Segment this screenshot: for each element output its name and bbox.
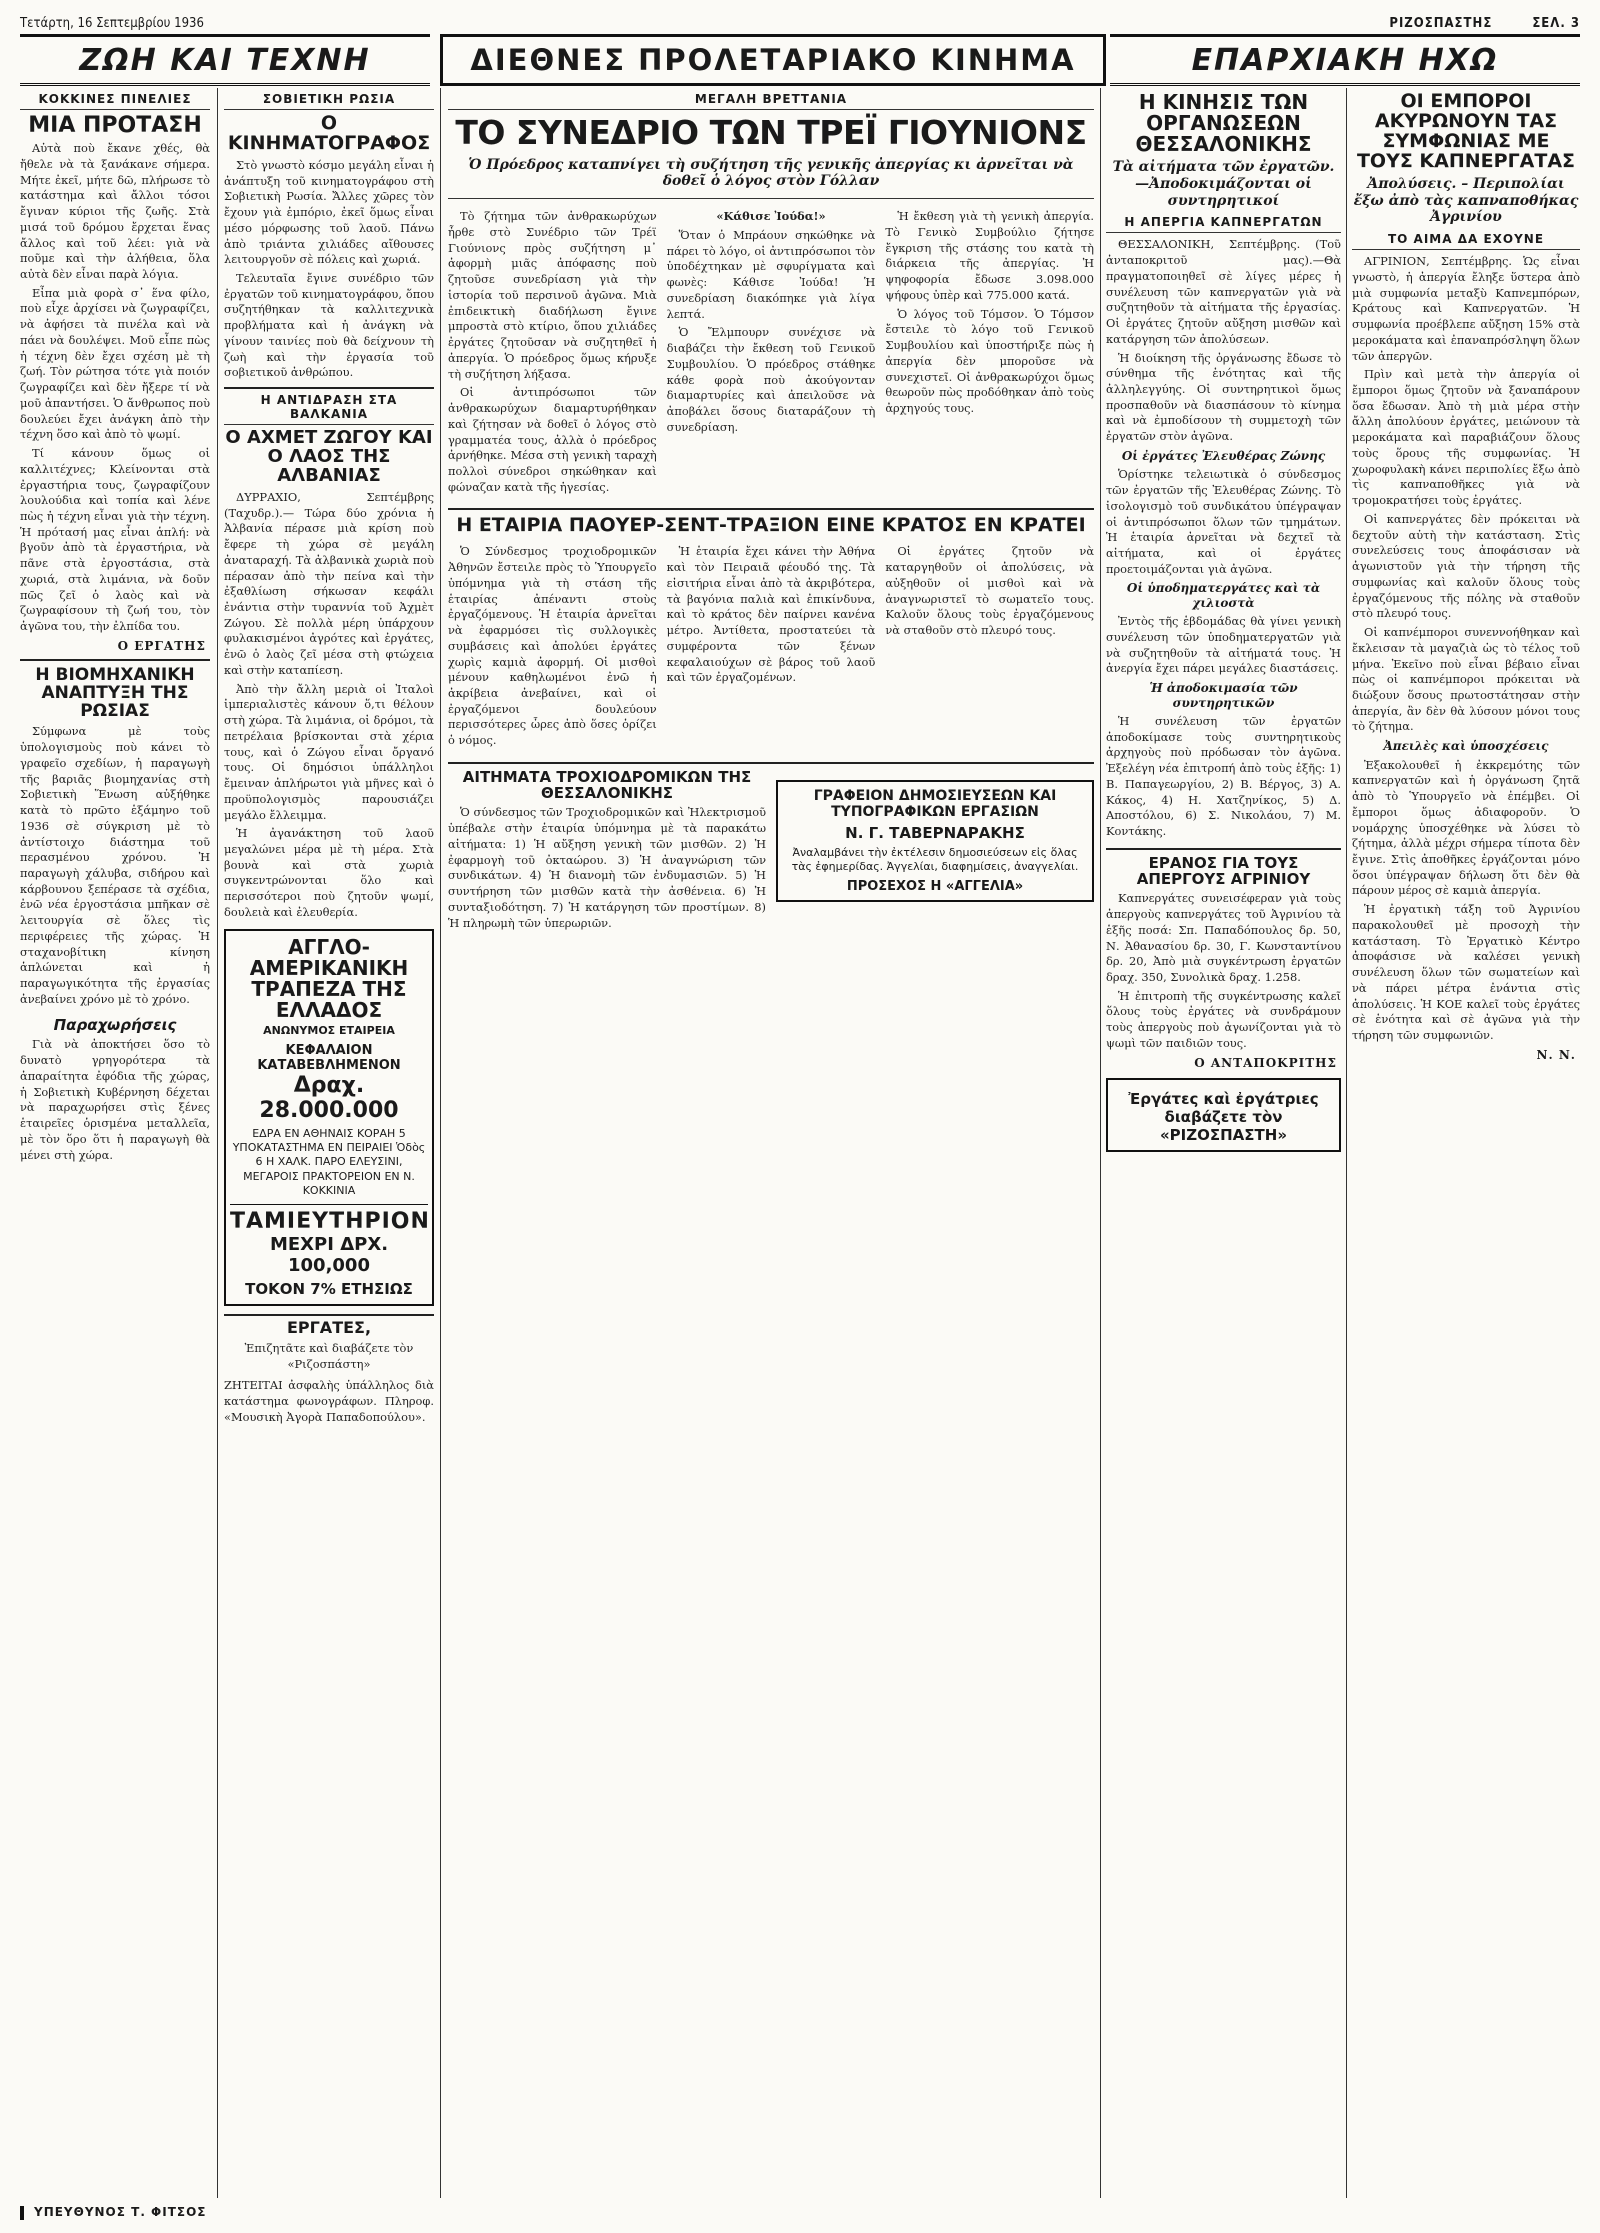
article-body: Στὸ γνωστὸ κόσμο μεγάλη εἶναι ἡ ἀνάπτυξη τοῦ κινηματογράφου στὴ Σοβιετικὴ Ρωσία. Ἄλλες χῶρες τὸν ἔχουν γιὰ ἐμπόριο, ἐκεῖ ὅμως εἶναι μέσο μόρφωσης τοῦ λαοῦ. Πάνω ἀπὸ τριάντα χιλιάδες αἴθουσες λειτουργοῦν σὲ πόλεις καὶ χωριά. Τελευταῖα ἔγινε συνέδριο τῶν ἐργατῶν τοῦ κινηματογράφου, ὅπου συζητήθηκαν τὰ καλλιτεχνικὰ προβλήματα καὶ ἡ ἀνάγκη νὰ γίνουν ταινίες ποὺ θὰ δείχνουν τὴ ζωὴ καὶ τὴν ἐργασία τοῦ σοβιετικοῦ ἀνθρώπου.: [224, 157, 434, 380]
issue-date: Τετάρτη, 16 Σεπτεμβρίου 1936: [20, 16, 204, 31]
main-headline: ΤΟ ΣΥΝΕΔΡΙΟ ΤΩΝ ΤΡΕΪ ΓΙΟΥΝΙΟΝΣ: [455, 113, 1087, 152]
article-body: Σύμφωνα μὲ τοὺς ὑπολογισμοὺς ποὺ κάνει τὸ γραφεῖο σχεδίων, ἡ παραγωγὴ τῆς βαριᾶς βιομηχανίας στὴ Σοβιετικὴ Ἕνωση αὐξήθηκε κατὰ τὸ πρῶτο ἑξάμηνο τοῦ 1936 σὲ σύγκριση μὲ τὸ ἀντίστοιχο διάστημα τοῦ περασμένου χρόνου. Ἡ παραγωγὴ χάλυβα, σιδήρου καὶ κάρβουνου ξεπέρασε τὰ σχέδια, ἐνῶ νέα ἐργοστάσια μπῆκαν σὲ λειτουργία σὲ ὅλες τὶς περιφέρειες τῆς χώρας. Ἡ σταχανοβίτικη κίνηση ἁπλώνεται καὶ ἡ παραγωγικότητα τῆς ἐργασίας ἀνεβαίνει χρόνο μὲ τὸ χρόνο.: [20, 724, 210, 1006]
section-header-international: ΔΙΕΘΝΕΣ ΠΡΟΛΕΤΑΡΙΑΚΟ ΚΙΝΗΜΑ: [440, 34, 1106, 86]
responsible-editor: ΥΠΕΥΘΥΝΟΣ Τ. ΦΙΤΣΟΣ: [34, 2205, 207, 2219]
article-title: Ο ΚΙΝΗΜΑΤΟΓΡΑΦΟΣ: [227, 112, 431, 154]
column-rule: [440, 88, 441, 2198]
print-shop-advertisement: ΓΡΑΦΕΙΟΝ ΔΗΜΟΣΙΕΥΣΕΩΝ ΚΑΙ ΤΥΠΟΓΡΑΦΙΚΩΝ ΕΡΓΑΣΙΩΝ Ν. Γ. ΤΑΒΕΡΝΑΡΑΚΗΣ Ἀναλαμβάνει τὴν ἐκτέλεσιν δημοσιεύσεων εἰς ὅλας τὰς ἐφημερίδας. Ἀγγελίαι, διαφημίσεις, ἀναγγελίαι. ΠΡΟΣΕΧΟΣ Η «ΑΓΓΕΛΙΑ»: [776, 780, 1094, 902]
article-body: ΘΕΣΣΑΛΟΝΙΚΗ, Σεπτέμβρης. (Τοῦ ἀνταποκριτοῦ μας).—Θὰ πραγματοποιηθεῖ σὲ λίγες μέρες ἡ συνέλευση τῶν καπνεργατῶν γιὰ νὰ συζητηθοῦν τὰ αἰτήματα τῆς ἐργασίας. Οἱ ἐργάτες ζητοῦν αὔξηση μισθῶν καὶ κατάργηση τῶν ἀπολύσεων. Ἡ διοίκηση τῆς ὀργάνωσης ἔδωσε τὸ σύνθημα τῆς ἑνότητας καὶ τῆς ἀλληλεγγύης. Οἱ συντηρητικοὶ ὅμως προσπαθοῦν νὰ διασπάσουν τὸ κίνημα καὶ νὰ ἐμποδίσουν τὴ συμμετοχὴ τῶν ἐργατῶν στὸν ἀγῶνα.: [1106, 237, 1341, 444]
section-subtitle: Οἱ ἐργάτες Ἐλευθέρας Ζώνης: [1121, 448, 1326, 463]
kicker: ΣΟΒΙΕΤΙΚΗ ΡΩΣΙΑ: [224, 92, 434, 110]
article-body: ΑΓΡΙΝΙΟΝ, Σεπτέμβρης. Ὡς εἶναι γνωστὸ, ἡ ἀπεργία ἔληξε ὕστερα ἀπὸ μιὰ συμφωνία μεταξὺ Καπνεμπόρων, Κράτους καὶ Καπνεργατῶν. Ἡ συμφωνία προέβλεπε αὔξηση 15% στὰ μεροκάματα καὶ ἐπαναπρόσληψη ὅλων τῶν ἀπεργῶν. Πρὶν καὶ μετὰ τὴν ἀπεργία οἱ ἔμποροι ὅμως ζητοῦν νὰ ξαναπάρουν ὅσα ἔδωσαν. Ἀπὸ τὴ μιὰ μέρα στὴν ἄλλη ἀπολύουν ἐργάτες, μειώνουν τὰ μεροκάματα καὶ παραβιάζουν ὅλους τοὺς ὅρους τῆς συμφωνίας. Ἡ χωροφυλακὴ κάνει περιπολίες ἔξω ἀπὸ τὶς καπναποθῆκες γιὰ νὰ τρομοκρατήσει τοὺς ἐργάτες. Οἱ καπνεργάτες δὲν πρόκειται νὰ δεχτοῦν αὐτὴ τὴν κατάσταση. Στὶς συνελεύσεις τους ἀποφάσισαν νὰ ἀγωνιστοῦν γιὰ τὴν τήρηση τῆς συμφωνίας καὶ καλοῦν ὅλους τοὺς ἐργαζόμενους τῆς πόλης νὰ σταθοῦν στὸ πλευρό τους. Οἱ καπνέμποροι συνεννοήθηκαν καὶ ἔκλεισαν τὰ μαγαζιὰ ὡς τὸ τέλος τοῦ μήνα. Ἐκεῖνο ποὺ εἶναι βέβαιο εἶναι πὼς οἱ καπνέμποροι πρόκειται νὰ διώξουν ὅσους πρωτοστάτησαν στὴν ἀπεργία, ἂν δὲν θὰ λύσουν μόνοι τους τὸ ζήτημα.: [1352, 254, 1580, 734]
top-line: [20, 14, 1580, 36]
column-agrinio: [1352, 92, 1580, 2197]
quote: «Κάθισε Ἰούδα!»: [716, 209, 826, 224]
article-body: Ἐντὸς τῆς ἑβδομάδας θὰ γίνει γενικὴ συνέλευση τῶν ὑποδηματεργατῶν γιὰ νὰ συζητηθοῦν τὰ αἰτήματά τους. Ἡ ἀνεργία ἔχει πάρει μεγάλες διαστάσεις.: [1106, 614, 1341, 676]
article-title: ΟΙ ΕΜΠΟΡΟΙ ΑΚΥΡΩΝΟΥΝ ΤΑΣ ΣΥΜΦΩΝΙΑΣ ΜΕ ΤΟΥΣ ΚΑΠΝΕΡΓΑΤΑΣ: [1356, 92, 1576, 172]
section-header-life-art: ΖΩΗ ΚΑΙ ΤΕΧΝΗ: [20, 34, 430, 86]
article-title: ΕΡΑΝΟΣ ΓΙΑ ΤΟΥΣ ΑΠΕΡΓΟΥΣ ΑΓΡΙΝΙΟΥ: [1136, 853, 1311, 888]
article-body: ΔΥΡΡΑΧΙΟ, Σεπτέμβρης (Ταχυδρ.).— Τώρα δύο χρόνια ἡ Ἀλβανία πέρασε μιὰ κρίση ποὺ ἔφερε τὴ χώρα σὲ μεγάλη ἀναταραχή. Τὰ ἀλβανικὰ χωριὰ ποὺ πέρασαν ἀπὸ τὴν πείνα καὶ τὴν ἐξαθλίωση σήκωσαν κεφάλι ἐνάντια στὴν τυραννία τοῦ Ἀχμὲτ Ζώγου. Σὲ πολλὰ μέρη ὑπάρχουν φυλακισμένοι ἀγρότες καὶ ἐργάτες, ἐνῶ ὁ λαὸς ζεῖ μέσα στὴ φτώχεια καὶ στὴν καταπίεση. Ἀπὸ τὴν ἄλλη μεριὰ οἱ Ἰταλοὶ ἰμπεριαλιστὲς κάνουν ὅ,τι θέλουν στὴ χώρα. Τὰ λιμάνια, οἱ δρόμοι, τὰ πετρέλαια βρίσκονται στὰ χέρια τους, καὶ ὁ Ζώγου εἶναι ὄργανό τους. Οἱ δημόσιοι ὑπάλληλοι ἔμειναν ἀπλήρωτοι γιὰ μῆνες καὶ ὁ προϋπολογισμὸς παρουσιάζει μεγάλο ἔλλειμμα. Ἡ ἀγανάκτηση τοῦ λαοῦ μεγαλώνει μέρα μὲ τὴ μέρα. Στὰ βουνὰ καὶ στὰ χωριὰ συγκεντρώνονται ὅλο καὶ περισσότεροι ποὺ ζητοῦν ψωμί, δουλειὰ καὶ ἐλευθερία.: [224, 489, 434, 919]
column-rule: [217, 88, 218, 2198]
signature: Ο ΕΡΓΑΤΗΣ: [117, 638, 206, 653]
article-body: Αὐτὰ ποὺ ἔκανε χθές, θὰ ἤθελε νὰ τὰ ξανάκανε σήμερα. Μήτε ἐκεῖ, μήτε δῶ, πλήρωσε τὸ κατάστημα καὶ ἄλλοι τόσοι ἔγιναν κύριοι τῆς ζωῆς. Στὰ μισά τοῦ δρόμου ἔρχεται ἕνας ἄλλος καὶ τοῦ λέει: γιὰ νὰ ποῦμε καὶ τὴν ἀλήθεια, ὅλα αὐτὰ δὲν εἶναι παρὰ λόγια. Εἶπα μιὰ φορὰ σ᾿ ἕνα φίλο, ποὺ εἶχε ἀρχίσει νὰ ζωγραφίζει, νὰ ἀφήσει τὰ πινέλα καὶ νὰ πάει νὰ δουλέψει. Μοῦ εἶπε πὼς ἡ τέχνη δὲν ἔχει σχέση μὲ τὴ ζωή. Τὸν ρώτησα τότε γιὰ ποιόν ζωγραφίζει καὶ δὲν ἤξερε τί νὰ μοῦ ἀπαντήσει. Ὁ ἄνθρωπος ποὺ δουλεύει ἔχει ἀνάγκη ἀπὸ τὴν τέχνη ὅσο καὶ ἀπὸ τὸ ψωμί. Τί κάνουν ὅμως οἱ καλλιτέχνες; Κλείνονται στὰ ἐργαστήρια τους, ζωγραφίζουν λουλούδια καὶ τοπία καὶ λένε πὼς ἡ τέχνη εἶναι γιὰ τὴν τέχνη. Ἡ πρότασή μας εἶναι ἁπλή: νὰ βγοῦν ἀπὸ τὰ ἐργαστήρια, νὰ πᾶνε στὰ ἐργοστάσια, στὰ χωριά, στὰ λιμάνια, νὰ δοῦν πῶς ζεῖ ὁ λαὸς καὶ νὰ ζωγραφίσουν τὴ ζωή του, τὸν ἀγῶνα του, τὴν ἐλπίδα του.: [20, 141, 210, 634]
article-body: Ὁ Σύνδεσμος τροχιοδρομικῶν Ἀθηνῶν ἔστειλε πρὸς τὸ Ὑπουργεῖο ὑπόμνημα γιὰ τὴ στάση τῆς ἑταιρίας ἀπέναντι στοὺς ἐργαζόμενους. Ἡ ἑταιρία ἀρνεῖται νὰ ἐφαρμόσει τὶς συλλογικὲς συμβάσεις καὶ ἀπολύει ἐργάτες χωρὶς καμιὰ ἀφορμή. Οἱ μισθοὶ μένουν καθηλωμένοι ἐνῶ ἡ ἀκρίβεια ἀνεβαίνει, καὶ οἱ ἐργαζόμενοι δουλεύουν περισσότερες ὧρες ἀπὸ ὅσες ὁρίζει ὁ νόμος.: [448, 544, 657, 748]
article-body: Οἱ ἐργάτες ζητοῦν νὰ καταργηθοῦν οἱ ἀπολύσεις, νὰ αὐξηθοῦν οἱ μισθοὶ καὶ νὰ ἀναγνωριστεῖ τὸ σωματεῖο τους. Καλοῦν ὅλους τοὺς ἐργαζόμενους νὰ σταθοῦν στὸ πλευρό τους.: [885, 544, 1094, 638]
section-subtitle: Ἡ ἀποδοκιμασία τῶν συντηρητικῶν: [1149, 681, 1298, 710]
kicker: ΚΟΚΚΙΝΕΣ ΠΙΝΕΛΙΕΣ: [20, 92, 210, 110]
article-subtitle: Ἀπολύσεις. – Περιπολίαι ἔξω ἀπὸ τὰς καπναποθήκας Ἀγρινίου: [1353, 175, 1579, 226]
paper-name: ΡΙΖΟΣΠΑΣΤΗΣ: [1389, 16, 1493, 31]
article-body: «Κάθισε Ἰούδα!» Ὅταν ὁ Μπράουν σηκώθηκε νὰ πάρει τὸ λόγο, οἱ ἀντιπρόσωποι τὸν ὑποδέχτηκαν μὲ σφυρίγματα καὶ φωνὲς: Κάθισε Ἰούδα! Ἡ συνεδρίαση διακόπηκε γιὰ λίγα λεπτά. Ὁ Ἔλμπουρν συνέχισε νὰ διαβάζει τὴν ἔκθεση τοῦ Γενικοῦ Συμβουλίου. Ὁ πρόεδρος στάθηκε κάθε φορὰ ποὺ ἀκούγονταν διαμαρτυρίες καὶ ἀπειλοῦσε νὰ ἀποβάλει ὅσους διαταράζουν τὴ συνεδρίαση.: [666, 209, 876, 434]
section-subtitle: Ἀπειλὲς καὶ ὑποσχέσεις: [1383, 739, 1549, 754]
article-title: Παραχωρήσεις: [53, 1015, 177, 1034]
bank-advertisement: ΑΓΓΛΟ-ΑΜΕΡΙΚΑΝΙΚΗ ΤΡΑΠΕΖΑ ΤΗΣ ΕΛΛΑΔΟΣ ΑΝΩΝΥΜΟΣ ΕΤΑΙΡΕΙΑ ΚΕΦΑΛΑΙΟΝ ΚΑΤΑΒΕΒΛΗΜΕΝΟΝ Δραχ. 28.000.000 ΕΔΡΑ ΕΝ ΑΘΗΝΑΙΣ ΚΟΡΑΗ 5 ΥΠΟΚΑΤΑΣΤΗΜΑ ΕΝ ΠΕΙΡΑΙΕΙ Ὁδὸς 6 Η ΧΑΛΚ. ΠΑΡΟ ΕΛΕΥΣΙΝΙ, ΜΕΓΑΡΟΙΣ ΠΡΑΚΤΟΡΕΙΟΝ ΕΝ Ν. ΚΟΚΚΙΝΙΑ ΤΑΜΙΕΥΤΗΡΙΟΝ ΜΕΧΡΙ ΔΡΧ. 100,000 ΤΟΚΟΝ 7% ΕΤΗΣΙΩΣ: [224, 929, 434, 1306]
workers-notice-text: Ἐπιζητᾶτε καὶ διαβάζετε τὸν «Ριζοσπάστη»: [244, 1340, 414, 1371]
footer: [20, 2205, 207, 2220]
article-title: Η ΕΤΑΙΡΙΑ ΠΑΟΥΕΡ-ΣΕΝΤ-ΤΡΑΞΙΟΝ ΕΙΝΕ ΚΡΑΤΟΣ ΕΝ ΚΡΑΤΕΙ: [456, 514, 1086, 537]
article-body: Ἡ συνέλευση τῶν ἐργατῶν ἀποδοκίμασε τοὺς συντηρητικοὺς ἀρχηγοὺς ποὺ πρόδωσαν τὸν ἀγῶνα. Ἐξελέγη νέα ἐπιτροπή ἀπὸ τοὺς ἑξῆς: 1) Β. Παπαγεωργίου, 2) Β. Βέργος, 3) Α. Κάκος, 4) Η. Χατζηνίκος, 5) Δ. Αποστόλου, 6) Σ. Νικολάου, 7) Μ. Κοντάκης.: [1106, 713, 1341, 839]
kicker: ΜΕΓΑΛΗ ΒΡΕΤΤΑΝΙΑ: [448, 92, 1094, 110]
column-rule: [1100, 88, 1101, 2198]
readers-notice: Ἐργάτες καὶ ἐργάτριες διαβάζετε τὸν «ΡΙΖΟΣΠΑΣΤΗ»: [1106, 1078, 1341, 1152]
page-number: ΣΕΛ. 3: [1532, 16, 1580, 31]
article-title: Ο ΑΧΜΕΤ ΖΩΓΟΥ ΚΑΙ Ο ΛΑΟΣ ΤΗΣ ΑΛΒΑΝΙΑΣ: [225, 427, 433, 486]
column-thessaloniki: [1106, 92, 1341, 2197]
signature: Ο ΑΝΤΑΠΟΚΡΙΤΗΣ: [1194, 1055, 1337, 1070]
section-header-provincial: ΕΠΑΡΧΙΑΚΗ ΗΧΩ: [1110, 34, 1580, 86]
article-body: Ἡ ἑταιρία ἔχει κάνει τὴν Ἀθήνα καὶ τὸν Πειραιᾶ φέουδό της. Τὰ εἰσιτήρια εἶναι ἀπὸ τὰ ἀκριβότερα, τὰ βαγόνια παλιὰ καὶ ἐπικίνδυνα, καὶ τὸ κράτος δὲν παίρνει κανένα μέτρο. Ἀντίθετα, προστατεύει τὰ συμφέροντα τῶν ξένων κεφαλαιούχων σὲ βάρος τοῦ λαοῦ καὶ τῶν ἐργαζομένων.: [666, 544, 876, 685]
kicker: Η ΑΠΕΡΓΙΑ ΚΑΠΝΕΡΓΑΤΩΝ: [1106, 215, 1341, 233]
workers-notice-title: ΕΡΓΑΤΕΣ,: [286, 1318, 372, 1338]
article-body: Ἐξακολουθεῖ ἡ ἐκκρεμότης τῶν καπνεργατῶν καὶ ἡ ὀργάνωση ζητᾶ ἀπὸ τὸ Ὑπουργεῖο νὰ ἐπέμβει. Οἱ ἔμποροι ὅμως ἀδιαφοροῦν. Ὁ νομάρχης ὑποσχέθηκε νὰ λύσει τὸ ζήτημα, ἀλλὰ μέχρι σήμερα τίποτα δὲν ἔγινε. Στὶς ἀποθῆκες ἐργάζονται μόνο ὅσοι ὑπέγραψαν δήλωση ὅτι δὲν θὰ πάρουν μέρος σὲ καμιὰ ἀπεργία. Ἡ ἐργατικὴ τάξη τοῦ Ἀγρινίου παρακολουθεῖ μὲ προσοχὴ τὴν κατάσταση. Τὸ Ἐργατικὸ Κέντρο ἀποφάσισε νὰ καλέσει γενικὴ συνέλευση ὅλων τῶν σωματείων καὶ νὰ πάρει μέτρα ἐνάντια στὶς ἀπολύσεις. Ἡ ΚΟΕ καλεῖ τοὺς ἐργάτες σὲ ἑνότητα καὶ σὲ ἀγῶνα γιὰ τὴν τήρηση τῶν συμφωνιῶν.: [1352, 757, 1580, 1043]
signature: Ν. Ν.: [1536, 1047, 1576, 1062]
article-title: Η ΒΙΟΜΗΧΑΝΙΚΗ ΑΝΑΠΤΥΞΗ ΤΗΣ ΡΩΣΙΑΣ: [35, 664, 195, 721]
headline-subtitle: Ὁ Πρόεδρος καταπνίγει τὴ συζήτηση τῆς γενικῆς ἀπεργίας κι ἀρνεῖται νὰ δοθεῖ ὁ λόγος στὸν Γόλλαν: [468, 156, 1074, 190]
column-international: [448, 92, 1094, 2197]
kicker: ΤΟ ΑΙΜΑ ΔΑ ΕΧΟΥΝΕ: [1352, 232, 1580, 250]
article-body: Ὁ σύνδεσμος τῶν Τροχιοδρομικῶν καὶ Ἠλεκτρισμοῦ ὑπέβαλε στὴν ἑταιρία ὑπόμνημα μὲ τὰ παρακάτω αἰτήματα: 1) Ἡ αὔξηση γενικὴ τῶν μισθῶν. 2) Ἡ ἐφαρμογὴ τοῦ ὀκταώρου. 3) Ἡ ἀναγνώριση τῶν συνδικάτων. 4) Ἡ διανομὴ τῶν ἐνδυμασιῶν. 5) Ἡ συντήρηση τῶν μισθῶν κατὰ τὴν ἀσθένεια. 6) Ἡ συνταξιοδότηση. 7) Ἡ κατάργηση τῶν προστίμων. 8) Ἡ πληρωμὴ τῶν ὑπερωριῶν.: [448, 805, 766, 930]
kicker: Η ΑΝΤΙΔΡΑΣΗ ΣΤΑ ΒΑΛΚΑΝΙΑ: [224, 393, 434, 425]
article-body: Καπνεργάτες συνεισέφεραν γιὰ τοὺς ἀπεργοὺς καπνεργάτες τοῦ Ἀγρινίου τὰ ἑξῆς ποσά: Σπ. Παπαδόπουλος δρ. 50, Ν. Ἀθανασίου δρ. 30, Γ. Κωνσταντίνου δρ. 20, Ἀπὸ μιὰ συγκέντρωση ἐργατῶν δραχ. 350, Συνολικὰ δραχ. 1.258. Ἡ ἐπιτροπὴ τῆς συγκέντρωσης καλεῖ ὅλους τοὺς ἐργάτες νὰ συνδράμουν τοὺς ἀπεργοὺς ποὺ ἀγωνίζονται γιὰ τὸ ψωμὶ τῶν παιδιῶν τους.: [1106, 891, 1341, 1050]
article-body: Ἡ ἔκθεση γιὰ τὴ γενικὴ ἀπεργία. Τὸ Γενικὸ Συμβούλιο ζήτησε ἔγκριση τῆς στάσης του κατὰ τὴ διάρκεια τῆς ἀπεργίας. Ἡ ψηφοφορία ἔδωσε 3.098.000 ψήφους ὑπὲρ καὶ 775.000 κατά. Ὁ λόγος τοῦ Τόμσον. Ὁ Τόμσον ἔστειλε τὸ λόγο τοῦ Γενικοῦ Συμβουλίου καὶ ὑποστήριξε πὼς ἡ ἀπεργία δὲν μποροῦσε νὰ συνεχιστεῖ. Οἱ ἀνθρακωρύχοι ὅμως θεωροῦν πὼς προδόθηκαν ἀπὸ τοὺς ἀρχηγούς τους.: [885, 209, 1094, 416]
article-subtitle: Τὰ αἰτήματα τῶν ἐργατῶν.—Ἀποδοκιμάζονται οἱ συντηρητικοί: [1112, 159, 1335, 209]
column-soviet-albania: [224, 92, 434, 2197]
article-title: ΑΙΤΗΜΑΤΑ ΤΡΟΧΙΟΔΡΟΜΙΚΩΝ ΤΗΣ ΘΕΣΣΑΛΟΝΙΚΗΣ: [462, 767, 752, 802]
column-art-life: [20, 92, 210, 2197]
classified-ad: ΖΗΤΕΙΤΑΙ ἀσφαλὴς ὑπάλληλος διὰ κατάστημα φωνογράφων. Πληροφ. «Μουσικὴ Ἀγορὰ Παπαδοπούλου».: [224, 1378, 434, 1424]
column-rule: [1346, 88, 1347, 2198]
article-body: Ὁρίστηκε τελειωτικὰ ὁ σύνδεσμος τῶν ἐργατῶν τῆς Ἐλευθέρας Ζώνης. Τὸ ἰσολογισμὸ τοῦ συνδικάτου ὑπέγραψαν οἱ ἀντιπρόσωποι ὅλων τῶν τμημάτων. Ἡ ἑταιρία ἀρνεῖται νὰ δεχτεῖ τὰ αἰτήματα, καὶ οἱ ἐργάτες προετοιμάζονται γιὰ ἀγῶνα.: [1106, 467, 1341, 576]
article-title: ΜΙΑ ΠΡΟΤΑΣΗ: [28, 113, 202, 138]
article-body: Τὸ ζήτημα τῶν ἀνθρακωρύχων ἦρθε στὸ Συνέδριο τῶν Τρέϊ Γιούνιονς πρὸς συζήτηση μ᾿ ἀφορμὴ μιᾶς ἀπόφασης ποὺ ζητοῦσε συνεδρίαση γιὰ τὴν ἱστορία τοῦ περσινοῦ ἀγῶνα. Μιὰ ἐπιδεικτικὴ διαδήλωση ἔγινε μπροστὰ στὸ κτίριο, ὅπου χιλιάδες ἐργάτες ζητοῦσαν νὰ συζητηθεῖ ἡ ἀπεργία. Ὁ πρόεδρος ὅμως κήρυξε τὴ συζήτηση λήξασα. Οἱ ἀντιπρόσωποι τῶν ἀνθρακωρύχων διαμαρτυρήθηκαν καὶ ζήτησαν νὰ δοθεῖ ὁ λόγος στὸ γραμματέα τους, ἀλλὰ ὁ πρόεδρος ἀρνήθηκε. Μέσα στὴ γενικὴ ταραχὴ πολλοὶ σύνεδροι σηκώθηκαν καὶ φώναζαν κατὰ τῆς ἡγεσίας.: [448, 209, 657, 494]
article-body: Γιὰ νὰ ἀποκτήσει ὅσο τὸ δυνατὸ γρηγορότερα τὰ ἀπαραίτητα ἐφόδια τῆς χώρας, ἡ Σοβιετικὴ Κυβέρνηση δέχεται νὰ παραχωρήσει στὶς ξένες ἑταιρεῖες ὁρισμένα μεταλλεῖα, μὲ τὸν ὅρο ὅτι ἡ παραγωγὴ θὰ μένει στὴ χώρα.: [20, 1037, 210, 1162]
article-title: Η ΚΙΝΗΣΙΣ ΤΩΝ ΟΡΓΑΝΩΣΕΩΝ ΘΕΣΣΑΛΟΝΙΚΗΣ: [1135, 92, 1312, 156]
section-subtitle: Οἱ ὑποδηματεργάτες καὶ τὰ χιλιοστὰ: [1126, 581, 1321, 610]
